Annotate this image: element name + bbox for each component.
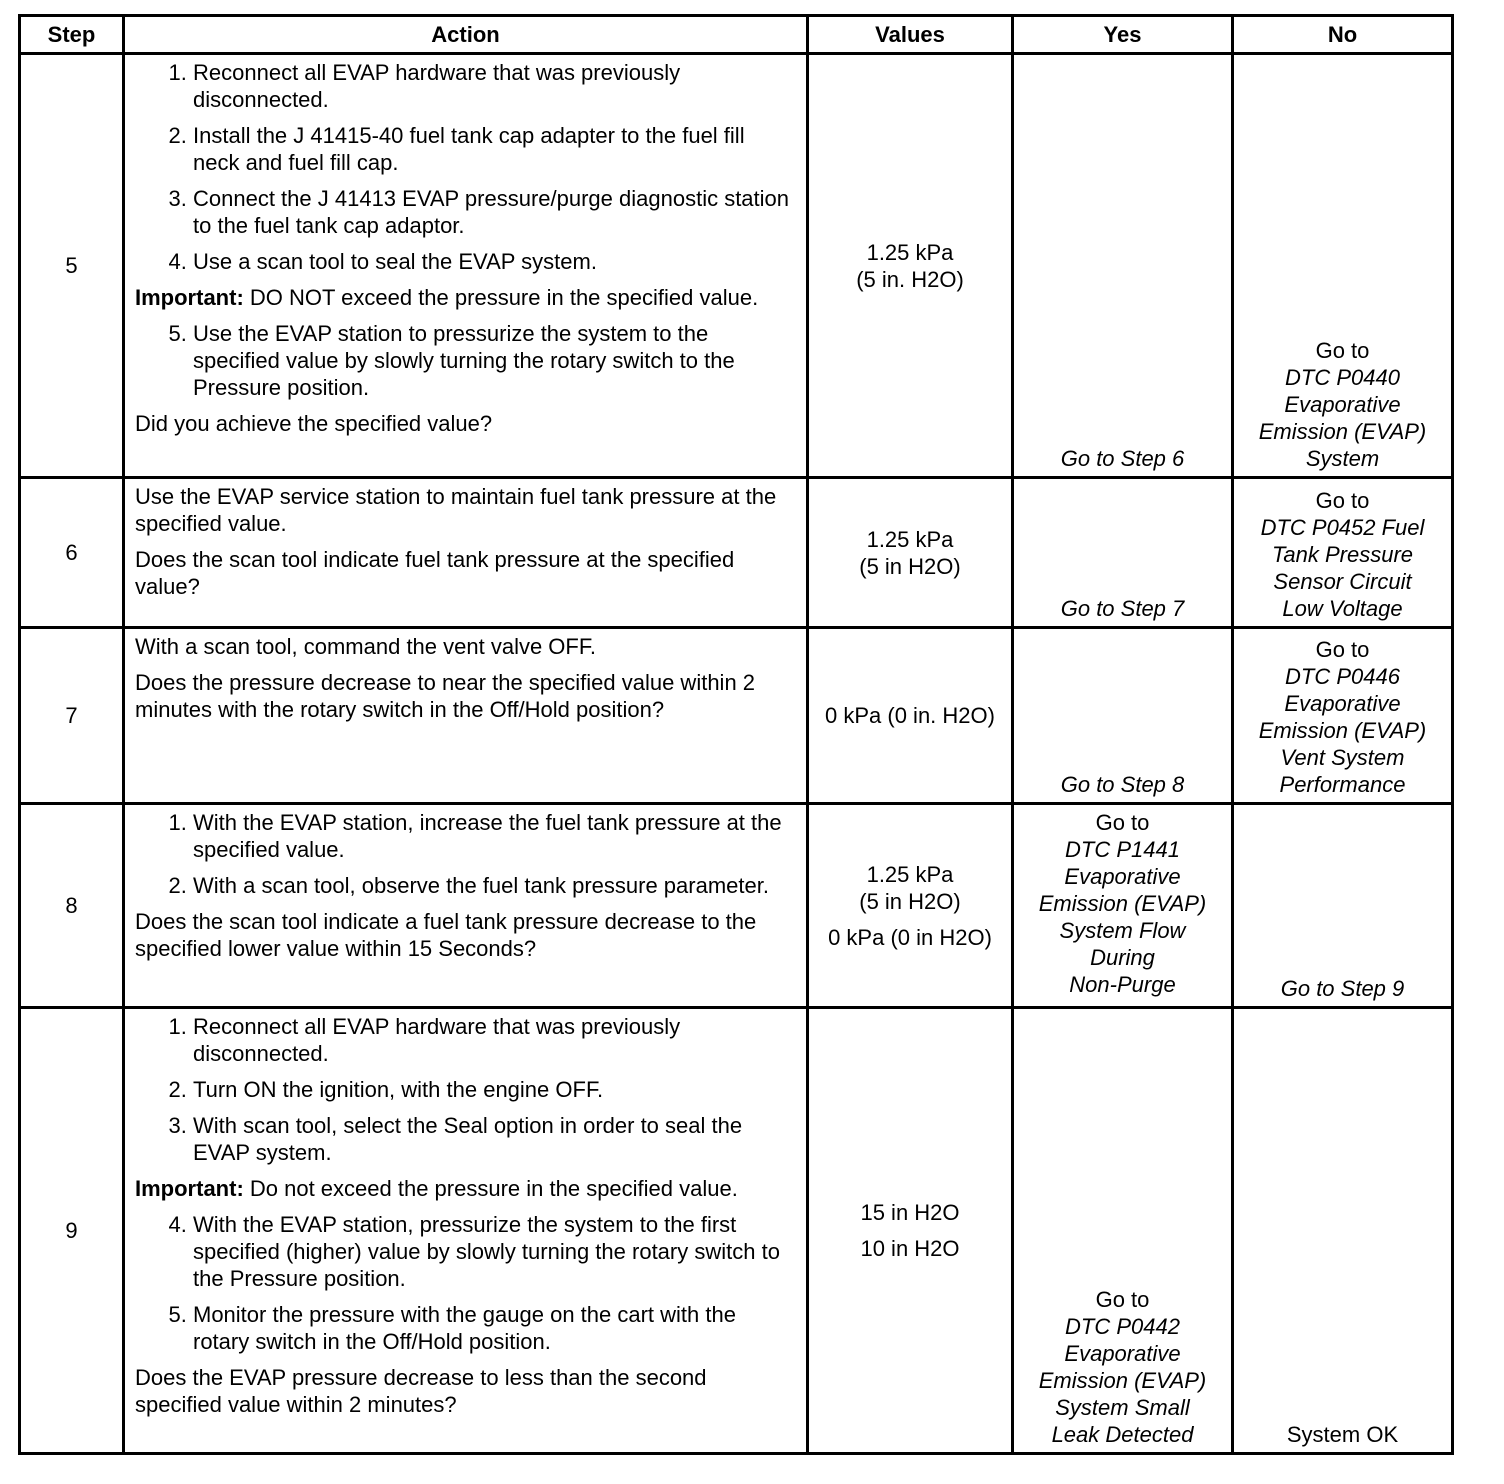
action-cell: [124, 804, 808, 1008]
no-line: Tank Pressure: [1271, 542, 1414, 567]
header-action: Action: [124, 16, 808, 54]
important-note: [135, 1175, 796, 1202]
table-row: [20, 478, 1453, 628]
no-line: Low Voltage: [1282, 596, 1403, 621]
no-cell: [1233, 1008, 1453, 1454]
table-row: [20, 804, 1453, 1008]
header-step: Step: [20, 16, 124, 54]
value-line: 15 in H2O: [860, 1200, 960, 1225]
list-item: 2. With a scan tool, observe the fuel tank pressure parameter.: [193, 872, 796, 899]
action-cell: [124, 1008, 808, 1454]
yes-line: Go to: [1095, 810, 1150, 835]
important-label: Important:: [135, 285, 244, 310]
action-cell: [124, 628, 808, 804]
list-item: 3. With scan tool, select the Seal option in order to seal the EVAP system.: [193, 1112, 796, 1166]
action-text: Use the EVAP service station to maintain fuel tank pressure at the specified value.: [135, 484, 777, 536]
header-yes: Yes: [1013, 16, 1233, 54]
yes-line: Go to Step 7: [1060, 596, 1185, 621]
no-cell: [1233, 478, 1453, 628]
list-item: 1. Reconnect all EVAP hardware that was previously disconnected.: [193, 1013, 796, 1067]
value-line: (5 in. H2O): [856, 266, 964, 292]
list-item: 3. Connect the J 41413 EVAP pressure/purge diagnostic station to the fuel tank cap adaptor.: [193, 185, 796, 239]
table-row: [20, 54, 1453, 478]
yes-line: Evaporative: [1064, 1341, 1181, 1366]
question-text: Does the pressure decrease to near the specified value within 2 minutes with the rotary switch in the Off/Hold position?: [135, 670, 756, 722]
important-label: Important:: [135, 1176, 244, 1201]
no-line: Emission (EVAP): [1258, 718, 1427, 743]
table-row: [20, 1008, 1453, 1454]
yes-cell: [1013, 1008, 1233, 1454]
no-cell: [1233, 628, 1453, 804]
no-line: Evaporative: [1284, 392, 1401, 417]
no-line: Go to: [1315, 338, 1370, 363]
no-line: DTC P0446: [1285, 664, 1400, 689]
question-text: Does the EVAP pressure decrease to less than the second specified value within 2 minutes?: [135, 1365, 707, 1417]
action-cell: [124, 54, 808, 478]
no-line: Sensor Circuit: [1273, 569, 1412, 594]
diagnostic-table: [18, 14, 1454, 1455]
action-text: With a scan tool, command the vent valve OFF.: [135, 634, 596, 659]
values-cell: [808, 804, 1013, 1008]
value-line: 1.25 kPa: [866, 526, 954, 552]
yes-cell: [1013, 54, 1233, 478]
yes-line: System Flow: [1059, 918, 1186, 943]
value-line: 1.25 kPa: [866, 239, 954, 265]
question-text: Did you achieve the specified value?: [135, 411, 493, 436]
header-row: [20, 16, 1453, 54]
value-line: 1.25 kPa: [866, 861, 954, 887]
action-cell: [124, 478, 808, 628]
no-line: DTC P0452 Fuel: [1260, 515, 1425, 540]
action-list: [135, 59, 796, 275]
step-number: 5: [20, 54, 124, 478]
question-text: Does the scan tool indicate a fuel tank pressure decrease to the specified lower value within 15 Seconds?: [135, 909, 757, 961]
no-line: System: [1305, 446, 1380, 471]
step-number: 9: [20, 1008, 124, 1454]
yes-line: Evaporative: [1064, 864, 1181, 889]
action-list: [135, 320, 796, 401]
yes-line: During: [1090, 945, 1155, 970]
list-item: 1. With the EVAP station, increase the fuel tank pressure at the specified value.: [193, 809, 796, 863]
yes-line: Go to Step 8: [1060, 772, 1185, 797]
yes-line: Leak Detected: [1051, 1422, 1194, 1447]
yes-cell: [1013, 478, 1233, 628]
action-list: [135, 1211, 796, 1355]
no-line: Performance: [1279, 772, 1406, 797]
header-no: No: [1233, 16, 1453, 54]
yes-line: Emission (EVAP): [1038, 891, 1207, 916]
list-item: 5. Monitor the pressure with the gauge on the cart with the rotary switch in the Off/Hold position.: [193, 1301, 796, 1355]
yes-line: Go to Step 6: [1060, 446, 1185, 471]
no-line: Evaporative: [1284, 691, 1401, 716]
important-text: DO NOT exceed the pressure in the specified value.: [243, 285, 759, 310]
yes-line: Emission (EVAP): [1038, 1368, 1207, 1393]
step-number: 6: [20, 478, 124, 628]
no-line: Go to: [1315, 488, 1370, 513]
list-item: 4. With the EVAP station, pressurize the system to the first specified (higher) value by slowly turning the rotary switch to the Pressure position.: [193, 1211, 796, 1292]
important-text: Do not exceed the pressure in the specified value.: [243, 1176, 738, 1201]
yes-cell: [1013, 628, 1233, 804]
table-row: [20, 628, 1453, 804]
action-list: [135, 809, 796, 899]
no-line: Emission (EVAP): [1258, 419, 1427, 444]
yes-line: System Small: [1055, 1395, 1190, 1420]
no-line: Go to: [1315, 637, 1370, 662]
yes-cell: [1013, 804, 1233, 1008]
values-cell: [808, 478, 1013, 628]
yes-line: Go to: [1095, 1287, 1150, 1312]
values-cell: [808, 628, 1013, 804]
value-line: 0 kPa (0 in. H2O): [825, 703, 995, 728]
no-cell: [1233, 804, 1453, 1008]
no-line: Go to Step 9: [1280, 976, 1405, 1001]
action-list: [135, 1013, 796, 1166]
value-line: 10 in H2O: [860, 1236, 960, 1261]
list-item: 4. Use a scan tool to seal the EVAP system.: [193, 248, 796, 275]
no-line: DTC P0440: [1285, 365, 1400, 390]
header-values: Values: [808, 16, 1013, 54]
values-cell: [808, 54, 1013, 478]
no-line: System OK: [1286, 1422, 1399, 1447]
list-item: 5. Use the EVAP station to pressurize the system to the specified value by slowly turning the rotary switch to the Pressure position.: [193, 320, 796, 401]
value-line: (5 in H2O): [859, 553, 961, 579]
question-text: Does the scan tool indicate fuel tank pressure at the specified value?: [135, 547, 735, 599]
important-note: [135, 284, 796, 311]
yes-line: DTC P1441: [1065, 837, 1180, 862]
yes-line: DTC P0442: [1065, 1314, 1180, 1339]
no-line: Vent System: [1280, 745, 1405, 770]
step-number: 7: [20, 628, 124, 804]
value-line: 0 kPa (0 in H2O): [828, 924, 992, 950]
no-cell: [1233, 54, 1453, 478]
yes-line: Non-Purge: [1069, 972, 1176, 997]
list-item: 2. Install the J 41415-40 fuel tank cap adapter to the fuel fill neck and fuel fill cap.: [193, 122, 796, 176]
values-cell: [808, 1008, 1013, 1454]
list-item: 1. Reconnect all EVAP hardware that was previously disconnected.: [193, 59, 796, 113]
list-item: 2. Turn ON the ignition, with the engine OFF.: [193, 1076, 796, 1103]
value-line: (5 in H2O): [859, 888, 961, 914]
step-number: 8: [20, 804, 124, 1008]
